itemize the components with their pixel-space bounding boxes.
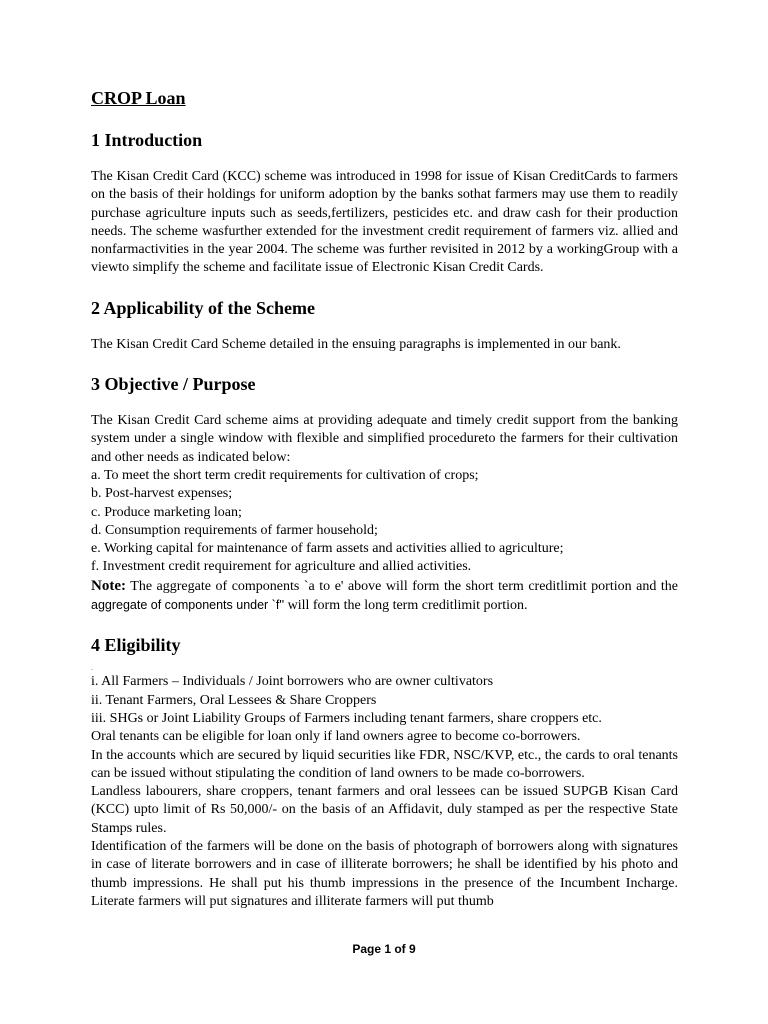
document-body	[91, 86, 678, 911]
note-text-part-1: The aggregate of components `a to e' above will form the short term creditlimit portion and the	[125, 578, 678, 594]
objective-item-a: a. To meet the short term credit requirements for cultivation of crops;	[91, 467, 479, 483]
objective-item-f: f. Investment credit requirement for agriculture and allied activities.	[91, 559, 472, 575]
eligibility-paragraph-landless-labourers: Landless labourers, share croppers, tenant farmers and oral lessees can be issued SUPGB Kisan Card (KCC) upto limit of Rs 50,000/- on the basis of an Affidavit, duly stamped as per the respective State Stamps rules.	[91, 784, 678, 836]
objective-block	[91, 412, 678, 615]
objective-item-c: c. Produce marketing loan;	[91, 504, 242, 520]
eligibility-marker: .	[91, 663, 93, 673]
note-text-part-2: will form the long term creditlimit portion.	[284, 598, 528, 614]
eligibility-line-4: Oral tenants can be eligible for loan only if land owners agree to become co-borrowers.	[91, 729, 581, 745]
eligibility-paragraph-liquid-securities: In the accounts which are secured by liquid securities like FDR, NSC/KVP, etc., the cards to oral tenants can be issued without stipulating the condition of land owners to be made co-borrowers.	[91, 747, 678, 781]
section-heading-eligibility: 4 Eligibility	[91, 635, 181, 656]
eligibility-block	[91, 673, 678, 911]
applicability-paragraph: The Kisan Credit Card Scheme detailed in the ensuing paragraphs is implemented in our bank.	[91, 336, 621, 352]
objective-note	[91, 577, 678, 616]
objective-item-e: e. Working capital for maintenance of farm assets and activities allied to agriculture;	[91, 541, 564, 557]
note-text-sans-part: aggregate of components under `f''	[91, 598, 285, 613]
eligibility-paragraph-identification: Identification of the farmers will be done on the basis of photograph of borrowers along with signatures in case of literate borrowers and in case of illiterate borrowers; he shall be identified by his photo and thumb impressions. He shall put his thumb impressions in the presence of the Incumbent Incharge. Literate farmers will put signatures and illiterate farmers will put thumb	[91, 839, 678, 909]
section-heading-introduction: 1 Introduction	[91, 130, 203, 150]
eligibility-line-2: ii. Tenant Farmers, Oral Lessees & Share Croppers	[91, 692, 377, 708]
introduction-paragraph: The Kisan Credit Card (KCC) scheme was introduced in 1998 for issue of Kisan CreditCards to farmers on the basis of their holdings for uniform adoption by the banks sothat farmers may use them to readily purchase agriculture inputs such as seeds,fertilizers, pesticides etc. and draw cash for their production needs. The scheme wasfurther extended for the investment credit requirement of farmers viz. allied and nonfarmactivities in the year 2004. The scheme was further revisited in 2012 by a workingGroup with a viewto simplify the scheme and facilitate issue of Electronic Kisan Credit Cards.	[91, 169, 678, 276]
section-heading-applicability: 2 Applicability of the Scheme	[91, 297, 315, 318]
objective-item-d: d. Consumption requirements of farmer household;	[91, 522, 378, 538]
document-title: CROP Loan	[91, 88, 186, 108]
objective-paragraph: The Kisan Credit Card scheme aims at providing adequate and timely credit support from the banking system under a single window with flexible and simplified procedureto the farmers for their cultivation and other needs as indicated below:	[91, 413, 678, 465]
note-label: Note:	[91, 577, 126, 594]
eligibility-line-1: i. All Farmers – Individuals / Joint borrowers who are owner cultivators	[91, 674, 494, 690]
eligibility-line-3: iii. SHGs or Joint Liability Groups of Farmers including tenant farmers, share croppers etc.	[91, 710, 602, 726]
objective-item-b: b. Post-harvest expenses;	[91, 486, 233, 502]
section-heading-objective: 3 Objective / Purpose	[91, 374, 256, 395]
page-footer: Page 1 of 9	[352, 942, 416, 956]
